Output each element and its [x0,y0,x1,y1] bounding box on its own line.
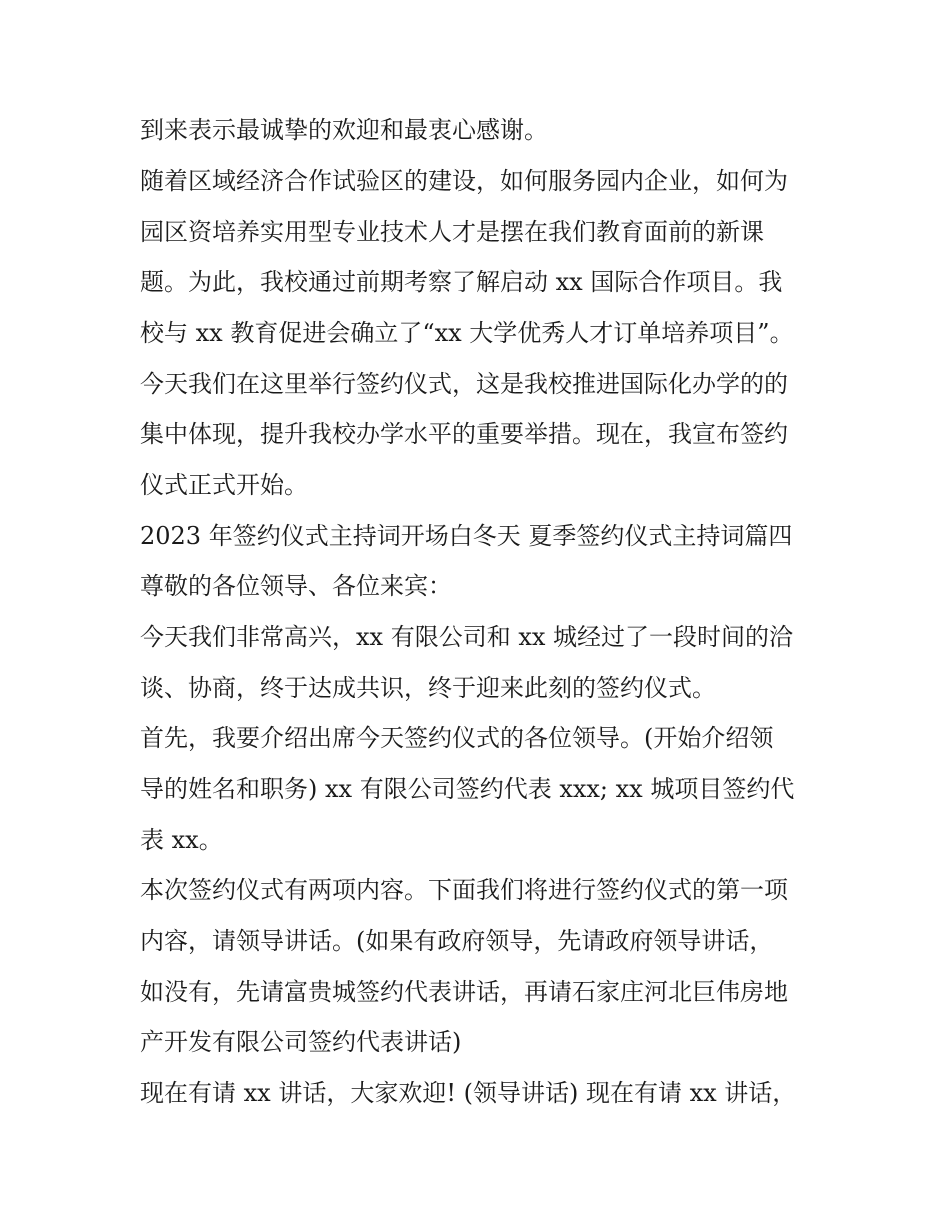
text-line: 仪式正式开始。 [140,471,308,499]
text-line: 题。为此，我校通过前期考察了解启动 xx 国际合作项目。我 [140,268,783,296]
text-line: 产开发有限公司签约代表讲话) [140,1028,462,1056]
text-line: 集中体现，提升我校办学水平的重要举措。现在，我宣布签约 [140,420,788,448]
text-line: 今天我们在这里举行签约仪式，这是我校推进国际化办学的的 [140,370,788,398]
text-line: 现在有请 xx 讲话，大家欢迎! (领导讲话) 现在有请 xx 讲话， [140,1079,797,1107]
section-heading: 2023 年签约仪式主持词开场白冬天 夏季签约仪式主持词篇四 [140,522,793,550]
text-line: 到来表示最诚挚的欢迎和最衷心感谢。 [140,116,548,144]
text-line: 首先，我要介绍出席今天签约仪式的各位领导。(开始介绍领 [140,724,774,752]
text-line: 本次签约仪式有两项内容。下面我们将进行签约仪式的第一项 [140,876,788,904]
text-line: 谈、协商，终于达成共识，终于迎来此刻的签约仪式。 [140,674,716,702]
text-line: 园区资培养实用型专业技术人才是摆在我们教育面前的新课 [140,218,764,246]
text-line: 尊敬的各位领导、各位来宾： [140,572,452,600]
text-line: 今天我们非常高兴，xx 有限公司和 xx 城经过了一段时间的洽 [140,623,794,651]
text-line: 内容，请领导讲话。(如果有政府领导，先请政府领导讲话， [140,927,774,955]
text-line: 校与 xx 教育促进会确立了“xx 大学优秀人才订单培养项目”。 [140,319,794,347]
text-line: 如没有，先请富贵城签约代表讲话，再请石家庄河北巨伟房地 [140,978,788,1006]
text-line: 表 xx。 [140,826,223,854]
text-line: 随着区域经济合作试验区的建设，如何服务园内企业，如何为 [140,167,788,195]
text-line: 导的姓名和职务) xx 有限公司签约代表 xxx; xx 城项目签约代 [140,775,795,803]
